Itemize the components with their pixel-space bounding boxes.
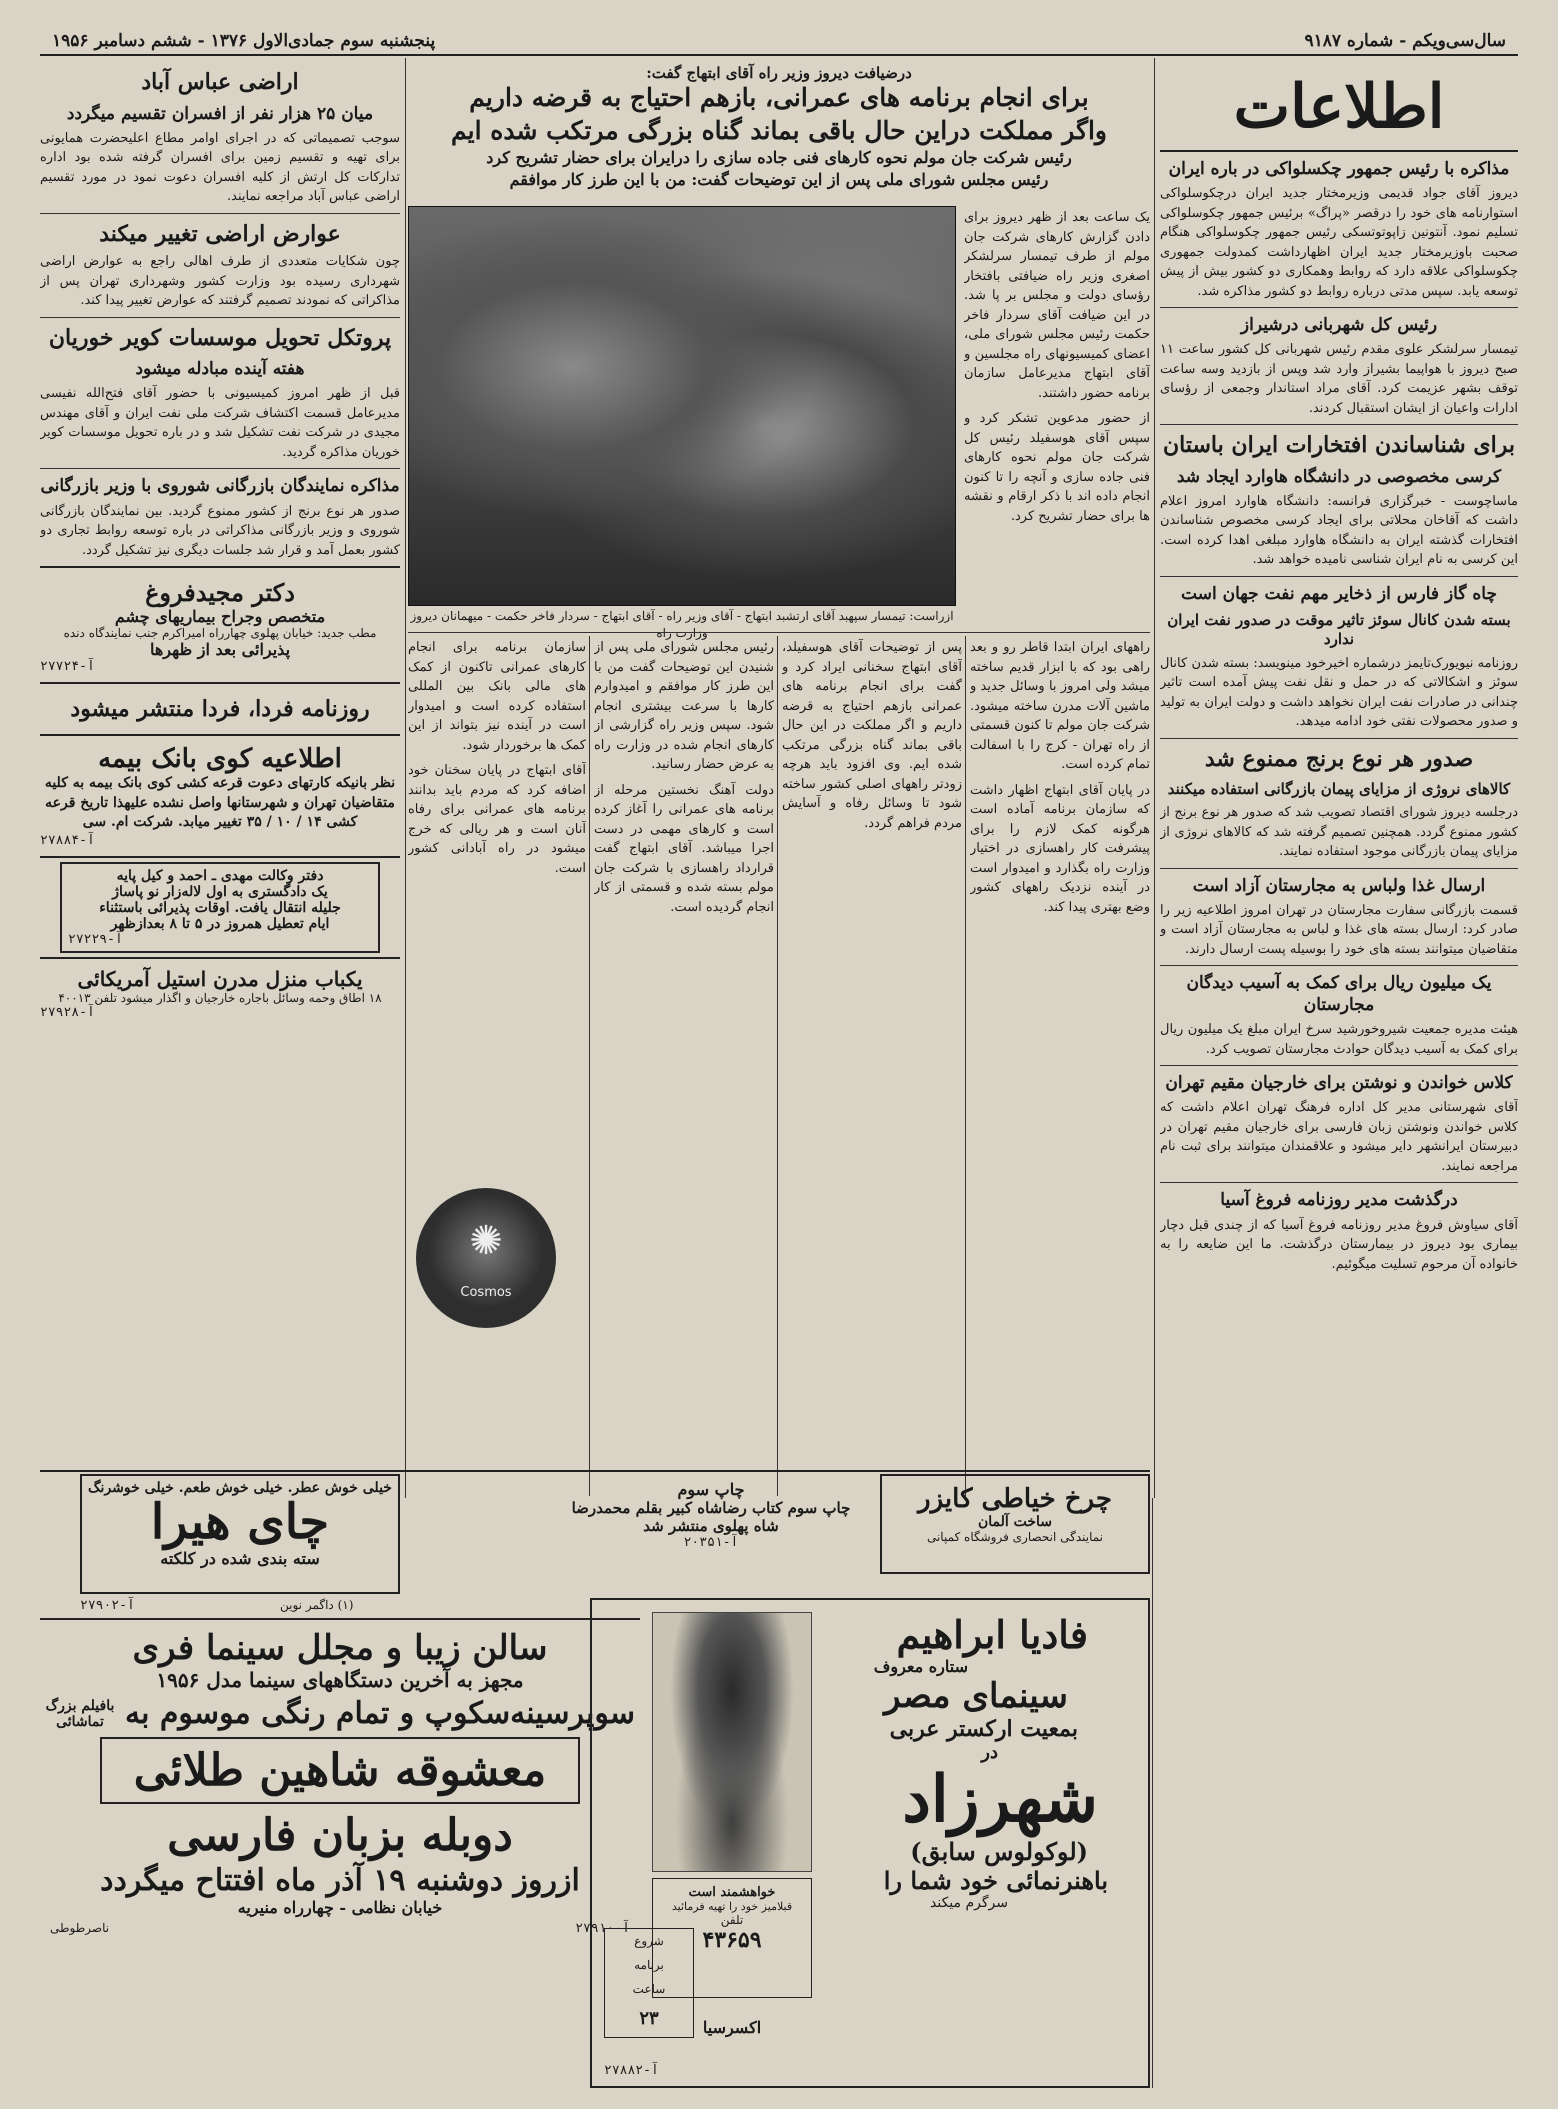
column-rule xyxy=(1154,58,1155,1498)
headline: مذاکره نمایندگان بازرگانی شوروی با وزیر بازرگانی xyxy=(40,476,400,497)
showtime-hour: ۲۳ xyxy=(639,2008,659,2029)
cinema-side: بافیلم بزرگ تماشائی xyxy=(45,1697,115,1730)
cinema-sub: مجهز به آخرین دستگاههای سینما مدل ۱۹۵۶ xyxy=(156,1668,524,1692)
lead-story-column xyxy=(964,208,1150,628)
insurance-title: اطلاعیه کوی بانک بیمه xyxy=(98,744,342,775)
lead-deck-2: رئیس مجلس شورای ملی پس از این توضیحات گفت: من با این طرز کار موافقم xyxy=(509,169,1049,189)
article-body: رئیس مجلس شورای ملی پس از شنیدن این توضیحات گفت من با این طرز کار موافقم و امیدوارم کارها با سرعت بیشتری انجام شود. سپس وزیر راه گزارشی از کارهای انجام شده در وزارت راه به عرض حضار رسانید. xyxy=(594,640,774,772)
article-body: چون شکایات متعددی از طرف اهالی راجع به عوارض اراضی شهرداری رسیده بود وزارت کشور وشهرداری تهران پس از مذاکراتی که نمودند تصمیم گرفتند که عوارض تغییر پیدا کند. xyxy=(40,254,400,309)
kicker: درضیافت دیروز وزیر راه آقای ابتهاج گفت: xyxy=(646,64,912,82)
fadia-slogan: باهنرنمائی خود شما را xyxy=(883,1865,1108,1895)
article-body: هیئت مدیره جمعیت شیروخورشید سرخ ایران مبلغ یک میلیون ریال برای کمک به آسیب دیدگان حوادث مجارستان تصویب کرد. xyxy=(1160,1022,1518,1057)
doctor-address: مطب جدید: خیابان پهلوی چهارراه امیراکرم جنب نمایندگاه دنده xyxy=(63,626,377,641)
article-body: ماساچوست - خبرگزاری فرانسه: دانشگاه هاوارد امروز اعلام داشت که آقاخان محلاتی برای ایجاد کرسی مخصوص شناساندن افتخارات گذشته ایران به دانشگاه هاوارد مبلغی اهدا کرده است. این کرسی به نام ایران شناسی نامیده خواهد شد. xyxy=(1160,493,1518,568)
fadia-name: فادیا ابراهیم xyxy=(896,1612,1088,1657)
print-body-2: شاه پهلوی منتشر شد xyxy=(643,1517,779,1535)
headline: رئیس کل شهربانی درشیراز xyxy=(1240,315,1438,336)
lead-story-column xyxy=(594,638,774,1498)
reserve-tel-label: تلفن xyxy=(720,1913,744,1927)
ad-code: آ-۲۷۸۸۴ xyxy=(40,832,95,848)
tea-brand: چای هیرا xyxy=(150,1494,330,1550)
article-body: در پایان آقای ابتهاج اظهار داشت که سازمان برنامه آماده است هرگونه کمک لازم را برای پیشرفت کار راهسازی در اختیار وزارت راه بگذارد و امیدوار است در آینده نزدیک راههای کشور وضع بهتری پیدا کند. xyxy=(970,782,1150,915)
reserve-name: اکسرسیا xyxy=(702,2018,762,2037)
article-body: سوجب تصمیماتی که در اجرای اوامر مطاع اعلیحضرت همایونی برای تهیه و تقسیم زمین برای افسران گرفته شده بود اداره تدارکات کل ارتش از کلیه افسران دعوت نمود در مورد تقسیم اراضی عباس آباد مراجعه نمایند. xyxy=(40,130,400,205)
article-body: قبل از ظهر امروز کمیسیونی با حضور آقای فتح‌الله نفیسی مدیرعامل قسمت اکتشاف شرکت ملی نفت ایران و آقای مهندس مجیدی در شرکت نفت تشکیل شد و در باره تحویل موسسات کویر خوریان مذاکره گردید. xyxy=(40,386,400,460)
headline: اراضی عباس آباد xyxy=(141,69,299,95)
insurance-bank-ad xyxy=(40,740,400,852)
headline: یک میلیون ریال برای کمک به آسیب دیدگان مجارستان xyxy=(1186,973,1492,1016)
lead-story-column xyxy=(782,638,962,1498)
reserve-title: خواهشمند است xyxy=(688,1885,776,1900)
fadia-in: در xyxy=(981,1742,998,1763)
print-body: چاپ سوم کتاب رضاشاه کبیر بقلم محمدرضا xyxy=(571,1499,851,1517)
article-body: راههای ایران ابتدا قاطر رو و بعد راهی بود که با ابزار قدیم ساخته میشد ولی امروز با وسائل جدید و ماشین آلات مدرن ساخته میشود. شرکت جان مولم تا کنون قسمتی از راه تهران - کرج را با اسفالت تمام کرده است. xyxy=(970,640,1150,772)
newspaper-logo: اطلاعات xyxy=(1160,62,1518,152)
ad-agency: (۱) داگمر نوین xyxy=(280,1598,354,1612)
showtime-label: برنامه xyxy=(634,1958,664,1972)
sewing-title: چرخ خیاطی کایزر xyxy=(918,1484,1112,1514)
newspaper-page xyxy=(40,28,1518,2088)
cinema-title: سالن زیبا و مجلل سینما فری xyxy=(132,1628,548,1668)
cinema-format: سوپرسینه‌سکوپ و تمام رنگی موسوم به xyxy=(124,1696,636,1731)
column-rule xyxy=(405,58,406,1498)
headline: عوارض اراضی تغییر میکند xyxy=(99,220,341,247)
palm-icon: ✺ xyxy=(469,1218,503,1264)
ad-code: آ-۲۷۷۲۴ xyxy=(40,659,95,675)
farda-ad: روزنامه فردا، فردا منتشر میشود xyxy=(70,696,370,723)
sewing-dealer: نمایندگی انحصاری فروشگاه کمپانی xyxy=(926,1530,1104,1544)
law-office-ad xyxy=(60,862,380,953)
insurance-body: نظر بانیکه کارتهای دعوت قرعه کشی کوی بانک بیمه به کلیه متقاضیان تهران و شهرستانها واصل نشده علیهذا تاریخ قرعه کشی ۱۴ / ۱۰ / ۳۵ تغییر میابد. شرکت ام. سی xyxy=(44,775,396,831)
headline: کلاس خواندن و نوشتن برای خارجیان مقیم تهران xyxy=(1165,1073,1513,1094)
article-body: دیروز آقای جواد قدیمی وزیرمختار جدید ایران درچکوسلواکی استوارنامه های خود را درقصر «پراگ» برئیس جمهور چکوسلواکی تسلیم نمود. آنتونین زاپوتوتسکی رئیس جمهور چکوسلواکی هنگام صحبت باوزیرمختار جدید ایران اظهارداشت کمدولت جمهوری چکوسلواکی علاقه دارد که روابط وهمکاری دو کشور بیش از پیش توسعه یابد. سپس مدتی درباره روابط دو کشور مذاکره شد. xyxy=(1160,186,1518,299)
article-body: دولت آهنگ نخستین مرحله از برنامه های عمرانی را آغاز کرده است و کارهای مهمی در دست اجرا میباشد. آقای ابتهاج گفت قرارداد راهسازی با شرکت جان مولم بسته شده و قسمتی از کار انجام گردیده است. xyxy=(594,782,774,915)
house-rent-ad xyxy=(40,963,400,1024)
singer-portrait xyxy=(652,1612,812,1872)
headline: ارسال غذا ولباس به مجارستان آزاد است xyxy=(1192,875,1486,896)
reservation-box xyxy=(652,1878,812,1998)
fadia-venue: شهرزاد xyxy=(902,1762,1098,1837)
house-body: ۱۸ اطاق وحمه وسائل باجاره خارجیان و اگذار میشود تلفن ۴۰۰۱۳ xyxy=(58,990,382,1005)
lead-headline: برای انجام برنامه های عمرانی، بازهم احتیاج به قرضه داریم xyxy=(469,83,1089,112)
lead-story-column xyxy=(408,638,586,1198)
sewing-sub: ساخت آلمان xyxy=(977,1514,1053,1530)
subheadline: کالاهای نروژی از مزایای پیمان بازرگانی استفاده میکنند xyxy=(1167,779,1511,798)
fadia-cinema: سینمای مصر xyxy=(884,1676,1068,1716)
headline: برای شناساندن افتخارات ایران باستان xyxy=(1163,432,1515,459)
article-body: تیمسار سرلشکر علوی مقدم رئیس شهربانی کل کشور ساعت ۱۱ صبح دیروز با هواپیما بشیراز وارد شد وپس از بازدید وسه ساعت توقف بشهر عزیمت کرد. آقای مراد استاندار وجمعی از رؤسای ادارات واعیان از ایشان استقبال کردند. xyxy=(1160,342,1518,416)
article-body: پس از توضیحات آقای هوسفیلد، آقای ابتهاج سخنانی ایراد کرد و گفت برای انجام برنامه های عمرانی بازهم احتیاج به قرضه داریم و اگر مملکت در این حال باقی بماند گناه بزرگی مرتکب شده ایم. وی افزود باید هرچه زودتر راههای اصلی کشور ساخته شود تا وسائل رفاه و آسایش مردم فراهم گردد. xyxy=(782,640,962,831)
lead-story-column xyxy=(970,638,1150,1498)
showtime-label: شروع xyxy=(634,1934,664,1948)
article-body: درجلسه دیروز شورای اقتصاد تصویب شد که صدور هر نوع برنج از کشور ممنوع گردد. همچنین تصمیم گرفته شد که کالاهای نروژی از مزایای پیمان بازرگانی موجود استفاده نمایند. xyxy=(1160,805,1518,860)
left-column xyxy=(40,62,400,1502)
reserve-body: قبلامیز خود را تهیه فرمائید xyxy=(671,1900,793,1913)
doctor-ad xyxy=(40,574,400,678)
reserve-phone: ۴۳۶۵۹ xyxy=(702,1927,762,1953)
article-body: یک ساعت بعد از ظهر دیروز برای دادن گزارش کارهای شرکت جان مولم از طرف تیمسار سرلشکر اصغری وزیر راه ضیافتی بافتخار رؤسای دولت و مجلس بر پا شد. در این ضیافت آقای سردار فاخر حکمت رئیس مجلس شورای ملی، اعضای کمیسیونهای راه مجلسین و آقای ابتهاج مدیرعامل سازمان برنامه حضور داشتند. xyxy=(964,210,1150,401)
subheadline: میان ۲۵ هزار نفر از افسران تقسیم میگردد xyxy=(66,103,374,124)
article-body: قسمت بازرگانی سفارت مجارستان در تهران امروز اطلاعیه زیر را صادر کرد: ارسال بسته های غذا و لباس به مجارستان آزاد است و متقاضیان میتوانند بسته های خود را بوسیله پست ارسال دارند. xyxy=(1160,902,1518,957)
article-body: صدور هر نوع برنج از کشور ممنوع گردید. بین نمایندگان بازرگانی شوروی و وزیر بازرگانی مذاکراتی در باره توسعه روابط تجاری دو کشور بعمل آمد و قرار شد جلسات دیگری نیز تشکیل گردد. xyxy=(40,503,400,558)
column-rule xyxy=(1152,1498,1153,2088)
headline: درگذشت مدیر روزنامه فروغ آسیا xyxy=(1220,1190,1458,1211)
cinema-film: معشوقه شاهین طلائی xyxy=(133,1745,547,1796)
subheadline: هفته آینده مبادله میشود xyxy=(135,359,305,380)
ad-code: آ-۲۷۲۲۹ xyxy=(68,931,123,947)
fadia-star: ستاره معروف xyxy=(873,1657,968,1676)
tea-slogan: خیلی خوش عطر. خیلی خوش طعم. خیلی خوشرنگ xyxy=(88,1480,392,1496)
article-body: آقای ابتهاج در پایان سخنان خود اضافه کرد که مردم باید بدانند برنامه های عمرانی برای رفاه آنان است و هر ریالی که خرج میشود در راه آبادانی کشور است. xyxy=(408,763,586,876)
headline: پروتکل تحویل موسسات کویر خوریان xyxy=(48,324,392,351)
doctor-hours: پذیرائی بعد از ظهرها xyxy=(149,640,291,660)
print-title: چاپ سوم xyxy=(677,1480,745,1499)
cinema-dub: دوبله بزبان فارسی xyxy=(167,1810,513,1861)
article-body: از حضور مدعوین تشکر کرد و سپس آقای هوسفیلد رئیس کل شرکت جان مولم نحوه کارهای فنی جاده سازی و آنچه را تا کنون انجام داده اند با ذکر ارقام و نقشه ها برای حضار تشریح کرد. xyxy=(964,411,1150,524)
issue-number: سال‌سی‌ویکم - شماره ۹۱۸۷ xyxy=(1304,31,1506,51)
masthead xyxy=(40,28,1518,56)
ad-code: آ-۲۷۹۱۰ xyxy=(575,1920,630,1936)
law-line: ایام تعطیل همروز در ۵ تا ۸ بعدازظهر xyxy=(110,915,330,932)
tea-pack-text: سته بندی شده در کلکته xyxy=(160,1548,320,1568)
cinema-addr: خیابان نظامی - چهارراه منیریه xyxy=(237,1897,443,1917)
news-photo xyxy=(408,206,956,606)
book-print-ad xyxy=(546,1474,876,1574)
showtime-label: ساعت xyxy=(632,1982,666,1996)
fadia-orchestra: بمعیت ارکستر عربی xyxy=(889,1716,1078,1742)
house-title: یکباب منزل مدرن استیل آمریکائی xyxy=(77,966,363,991)
lead-deck: رئیس شرکت جان مولم نحوه کارهای فنی جاده سازی را درایران برای حضار تشریح کرد xyxy=(486,148,1072,167)
tea-ad xyxy=(80,1474,400,1594)
fadia-slogan-2: سرگرم میکند xyxy=(930,1894,1008,1911)
headline: مذاکره با رئیس جمهور چکسلواکی در باره ایران xyxy=(1168,159,1510,179)
issue-date: پنجشنبه سوم جمادی‌الاول ۱۳۷۶ - ششم دسامبر ۱۹۵۶ xyxy=(52,31,436,51)
headline: صدور هر نوع برنج ممنوع شد xyxy=(1204,745,1474,772)
cinema-ad xyxy=(40,1618,640,2058)
right-column xyxy=(1160,62,1518,2082)
lead-headline-2: واگر مملکت دراین حال باقی بماند گناه بزرگی مرتکب شده ایم xyxy=(450,115,1107,145)
article-body: روزنامه نیویورک‌تایمز درشماره اخیرخود مینویسد: بسته شدن کانال سوئز و اشکالاتی که در حمل و نقل نفت پیش آمده است تاثیر چندانی در صادرات نفت ایران نخواهد داشت و دولت ایران به تولید و صدور محصولات نفتی خود ادامه میدهد. xyxy=(1160,655,1518,730)
ad-code: آ-۲۷۹۲۸ xyxy=(40,1004,95,1020)
ad-code: آ-۲۷۸۸۲ xyxy=(604,2063,659,2078)
article-body: سازمان برنامه برای انجام کارهای عمرانی تاکنون از کمک های مالی بانک بین المللی استفاده کرده است و امیدوار است در آینده نیز بتواند از این کمک ها برخوردار شود. xyxy=(408,640,586,753)
subheadline: بسته شدن کانال سوئز تاثیر موقت در صدور نفت ایران ندارد xyxy=(1167,610,1511,649)
ad-code: آ-۲۷۹۰۲ xyxy=(80,1598,135,1613)
lead-story-header xyxy=(408,62,1150,202)
law-line: یک دادگستری به اول لاله‌زار نو پاساژ xyxy=(112,883,328,900)
cinema-date: ازروز دوشنبه ۱۹ آذر ماه افتتاح میگردد xyxy=(100,1862,580,1898)
law-line: دفتر وکالت مهدی ـ احمد و کیل پایه xyxy=(116,867,324,884)
headline: چاه گاز فارس از ذخایر مهم نفت جهان است xyxy=(1181,583,1497,604)
fadia-venue-old: (لوکولوس سابق) xyxy=(910,1836,1088,1866)
doctor-name: دکتر مجیدفروغ xyxy=(145,578,295,608)
sewing-machine-ad xyxy=(880,1474,1150,1574)
ad-code: آ-۲۰۳۵۱ xyxy=(683,1535,739,1550)
subheadline: کرسی مخصوصی در دانشگاه هاوارد ایجاد شد xyxy=(1176,466,1502,487)
photo-caption: ازراست: تیمسار سپهبد آقای ارتشبد ابتهاج - آقای وزیر راه - آقای ابتهاج - سردار فاخر حکمت - میهمانان دیروز وزارت راه xyxy=(410,609,954,640)
article-body: آقای شهرستانی مدیر کل اداره فرهنگ تهران اعلام داشت که کلاس خواندن ونوشتن زبان فارسی برای خارجیان مقیم تهران در دبیرستان ایرانشهر دایر میشود و علاقمندان میتوانند برای ثبت نام مراجعه نمایند. xyxy=(1160,1100,1518,1174)
ad-agency: ناصرطوطی xyxy=(50,1920,110,1935)
doctor-specialty: متخصص وجراح بیماریهای چشم xyxy=(114,607,326,627)
tea-package-image xyxy=(416,1188,556,1328)
law-line: جلیله انتقال یافت. اوقات پذیرائی باستثناء xyxy=(99,899,341,916)
article-body: آقای سیاوش فروغ مدیر روزنامه فروغ آسیا که از چندی قبل دچار بیماری بود دیروز در بیمارستان درگذشت. ما این ضایعه را به خانواده آن مرحوم تسلیت میگوئیم. xyxy=(1160,1217,1518,1272)
tea-label: Cosmos xyxy=(460,1285,512,1300)
